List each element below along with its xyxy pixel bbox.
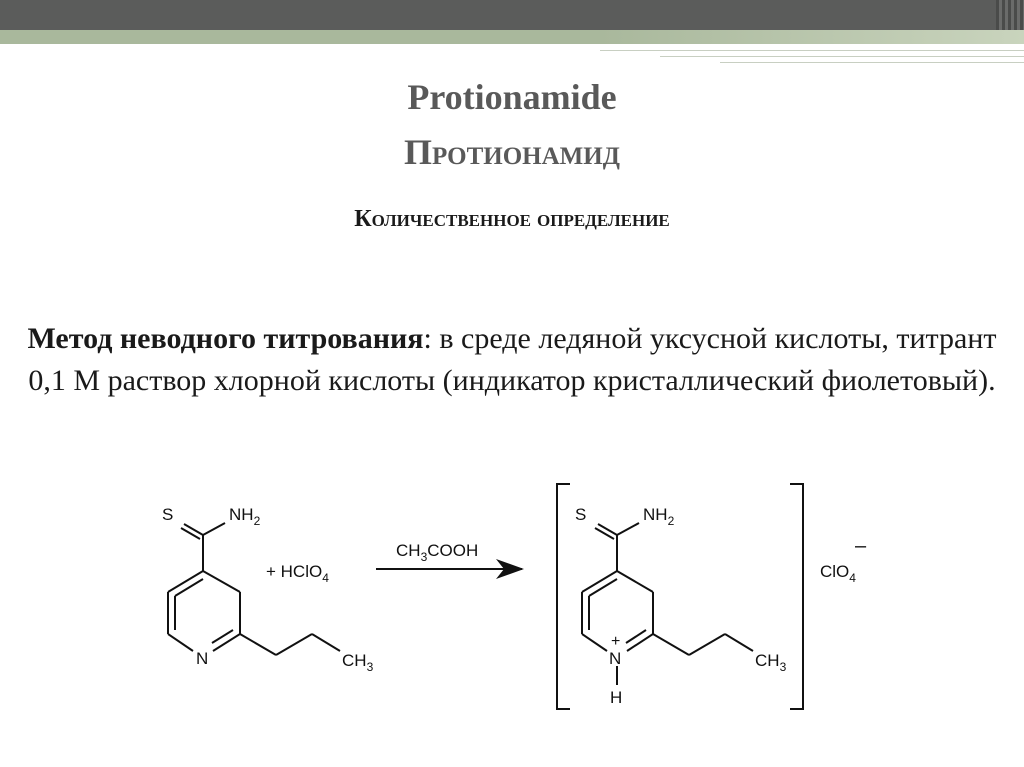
product-nitrogen-label: N (609, 649, 622, 668)
product-positive-charge: + (611, 633, 621, 650)
acetic-acid-label: $CH_3COOH$ (396, 541, 479, 564)
anion-charge: – (855, 535, 867, 557)
product-methyl-label: $CH_3$ (755, 651, 787, 674)
product-amine-label: $NH_2$ (643, 505, 675, 528)
accent-strip-gradient (600, 30, 1024, 44)
reactant-molecule (168, 523, 340, 655)
header-bar (0, 0, 1024, 30)
product-sulfur-label: S (575, 505, 587, 524)
header-bar-texture (996, 0, 1024, 30)
method-details: : в среде ледяной уксусной кислоты, титрант 0,1 М раствор хлорной кислоты (индикатор кристаллический фиолетовый). (28, 322, 997, 397)
decorative-lines (600, 44, 1024, 68)
method-description (10, 318, 1014, 402)
perchloric-acid-label: + HClO$_4$ (266, 562, 329, 585)
reactant-nitrogen-label: N (196, 649, 209, 668)
product-molecule (582, 523, 753, 685)
reaction-scheme (0, 460, 1024, 730)
reactant-sulfur-label: S (162, 505, 174, 524)
slide-subtitle: Количественное определение (354, 206, 670, 232)
slide-title-russian: Протионамид (404, 132, 620, 172)
slide-title-english: Protionamide (407, 77, 617, 117)
product-brackets (557, 484, 803, 709)
perchlorate-anion-label: ClO$_4$ (820, 562, 856, 585)
method-name: Метод неводного титрования (27, 322, 424, 355)
product-hydrogen-label: H (610, 688, 623, 707)
reactant-amine-label: $NH_2$ (229, 505, 261, 528)
reactant-methyl-label: $CH_3$ (342, 651, 374, 674)
